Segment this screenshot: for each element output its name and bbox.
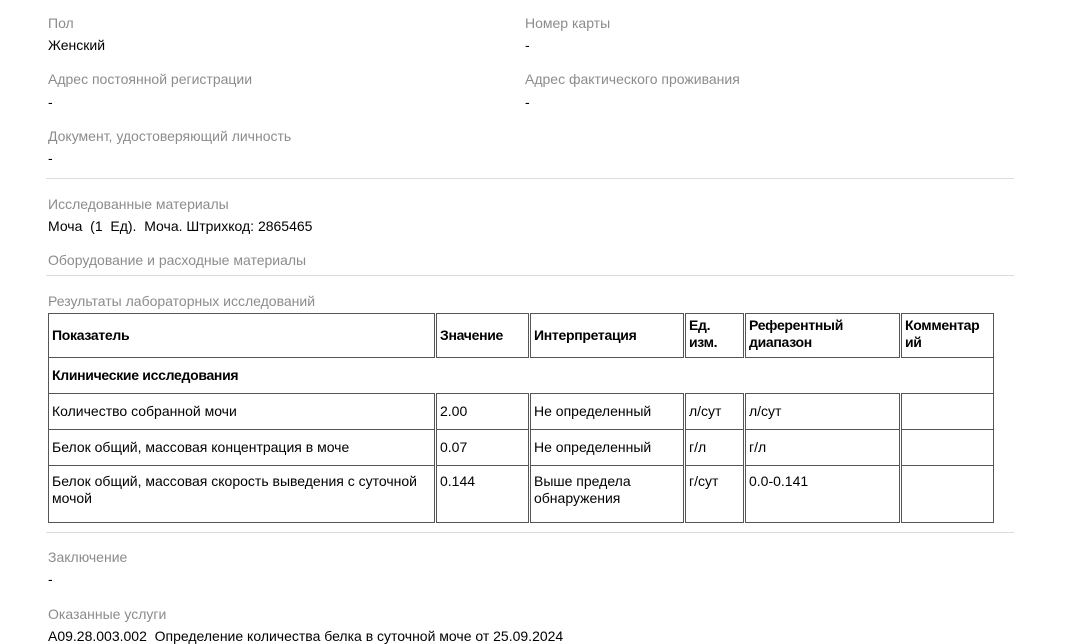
cell-indicator: Белок общий, массовая концентрация в моче [49, 430, 436, 466]
results-label: Результаты лабораторных исследований [48, 293, 316, 309]
materials-label: Исследованные материалы [48, 196, 229, 212]
header-comment-line1: Комментар [905, 317, 980, 333]
cell-interpretation: Не определенный [530, 430, 685, 466]
id-document-value: - [48, 150, 53, 166]
cell-indicator: Белок общий, массовая скорость выведения с суточной мочой [49, 466, 436, 523]
header-unit-line1: Ед. [689, 317, 711, 333]
cell-reference: г/л [745, 430, 901, 466]
cell-value: 0.144 [436, 466, 530, 523]
cell-unit: л/сут [685, 394, 745, 430]
cell-value: 2.00 [436, 394, 530, 430]
header-interpretation: Интерпретация [530, 314, 685, 358]
gender-label: Пол [48, 15, 74, 31]
cell-value: 0.07 [436, 430, 530, 466]
gender-value: Женский [48, 37, 106, 53]
cell-comment [901, 394, 994, 430]
header-reference-line1: Референтный [749, 317, 843, 333]
table-row [49, 394, 994, 430]
card-number-label: Номер карты [525, 15, 611, 31]
table-row [49, 430, 994, 466]
header-reference-line2: диапазон [749, 334, 812, 350]
card-number-value: - [525, 37, 530, 53]
registration-address-value: - [48, 94, 53, 110]
actual-address-value: - [525, 94, 530, 110]
equipment-label: Оборудование и расходные материалы [48, 252, 307, 268]
conclusion-label: Заключение [48, 549, 128, 565]
cell-unit: г/л [685, 430, 745, 466]
header-reference [745, 314, 901, 358]
cell-unit: г/сут [685, 466, 745, 523]
cell-reference: л/сут [745, 394, 901, 430]
table-group-row [49, 358, 994, 394]
header-indicator: Показатель [49, 314, 436, 358]
cell-comment [901, 430, 994, 466]
registration-address-label: Адрес постоянной регистрации [48, 71, 253, 87]
group-title: Клинические исследования [49, 358, 994, 394]
materials-value: Моча (1 Ед). Моча. Штрихкод: 2865465 [48, 218, 313, 234]
actual-address-label: Адрес фактического проживания [525, 71, 740, 87]
cell-comment [901, 466, 994, 523]
services-label: Оказанные услуги [48, 606, 167, 622]
conclusion-value: - [48, 571, 53, 587]
header-unit [685, 314, 745, 358]
section-divider [46, 178, 1014, 179]
id-document-label: Документ, удостоверяющий личность [48, 128, 292, 144]
header-comment [901, 314, 994, 358]
table-header-row [49, 314, 994, 358]
cell-interpretation: Не определенный [530, 394, 685, 430]
results-table [48, 313, 994, 523]
section-divider [46, 532, 1014, 533]
header-comment-line2: ий [905, 334, 922, 350]
header-unit-line2: изм. [689, 334, 718, 350]
cell-reference: 0.0-0.141 [745, 466, 901, 523]
cell-interpretation: Выше предела обнаружения [530, 466, 685, 523]
section-divider [46, 275, 1014, 276]
services-value: A09.28.003.002 Определение количества белка в суточной моче от 25.09.2024 [48, 628, 564, 644]
table-row [49, 466, 994, 523]
cell-indicator: Количество собранной мочи [49, 394, 436, 430]
header-value: Значение [436, 314, 530, 358]
